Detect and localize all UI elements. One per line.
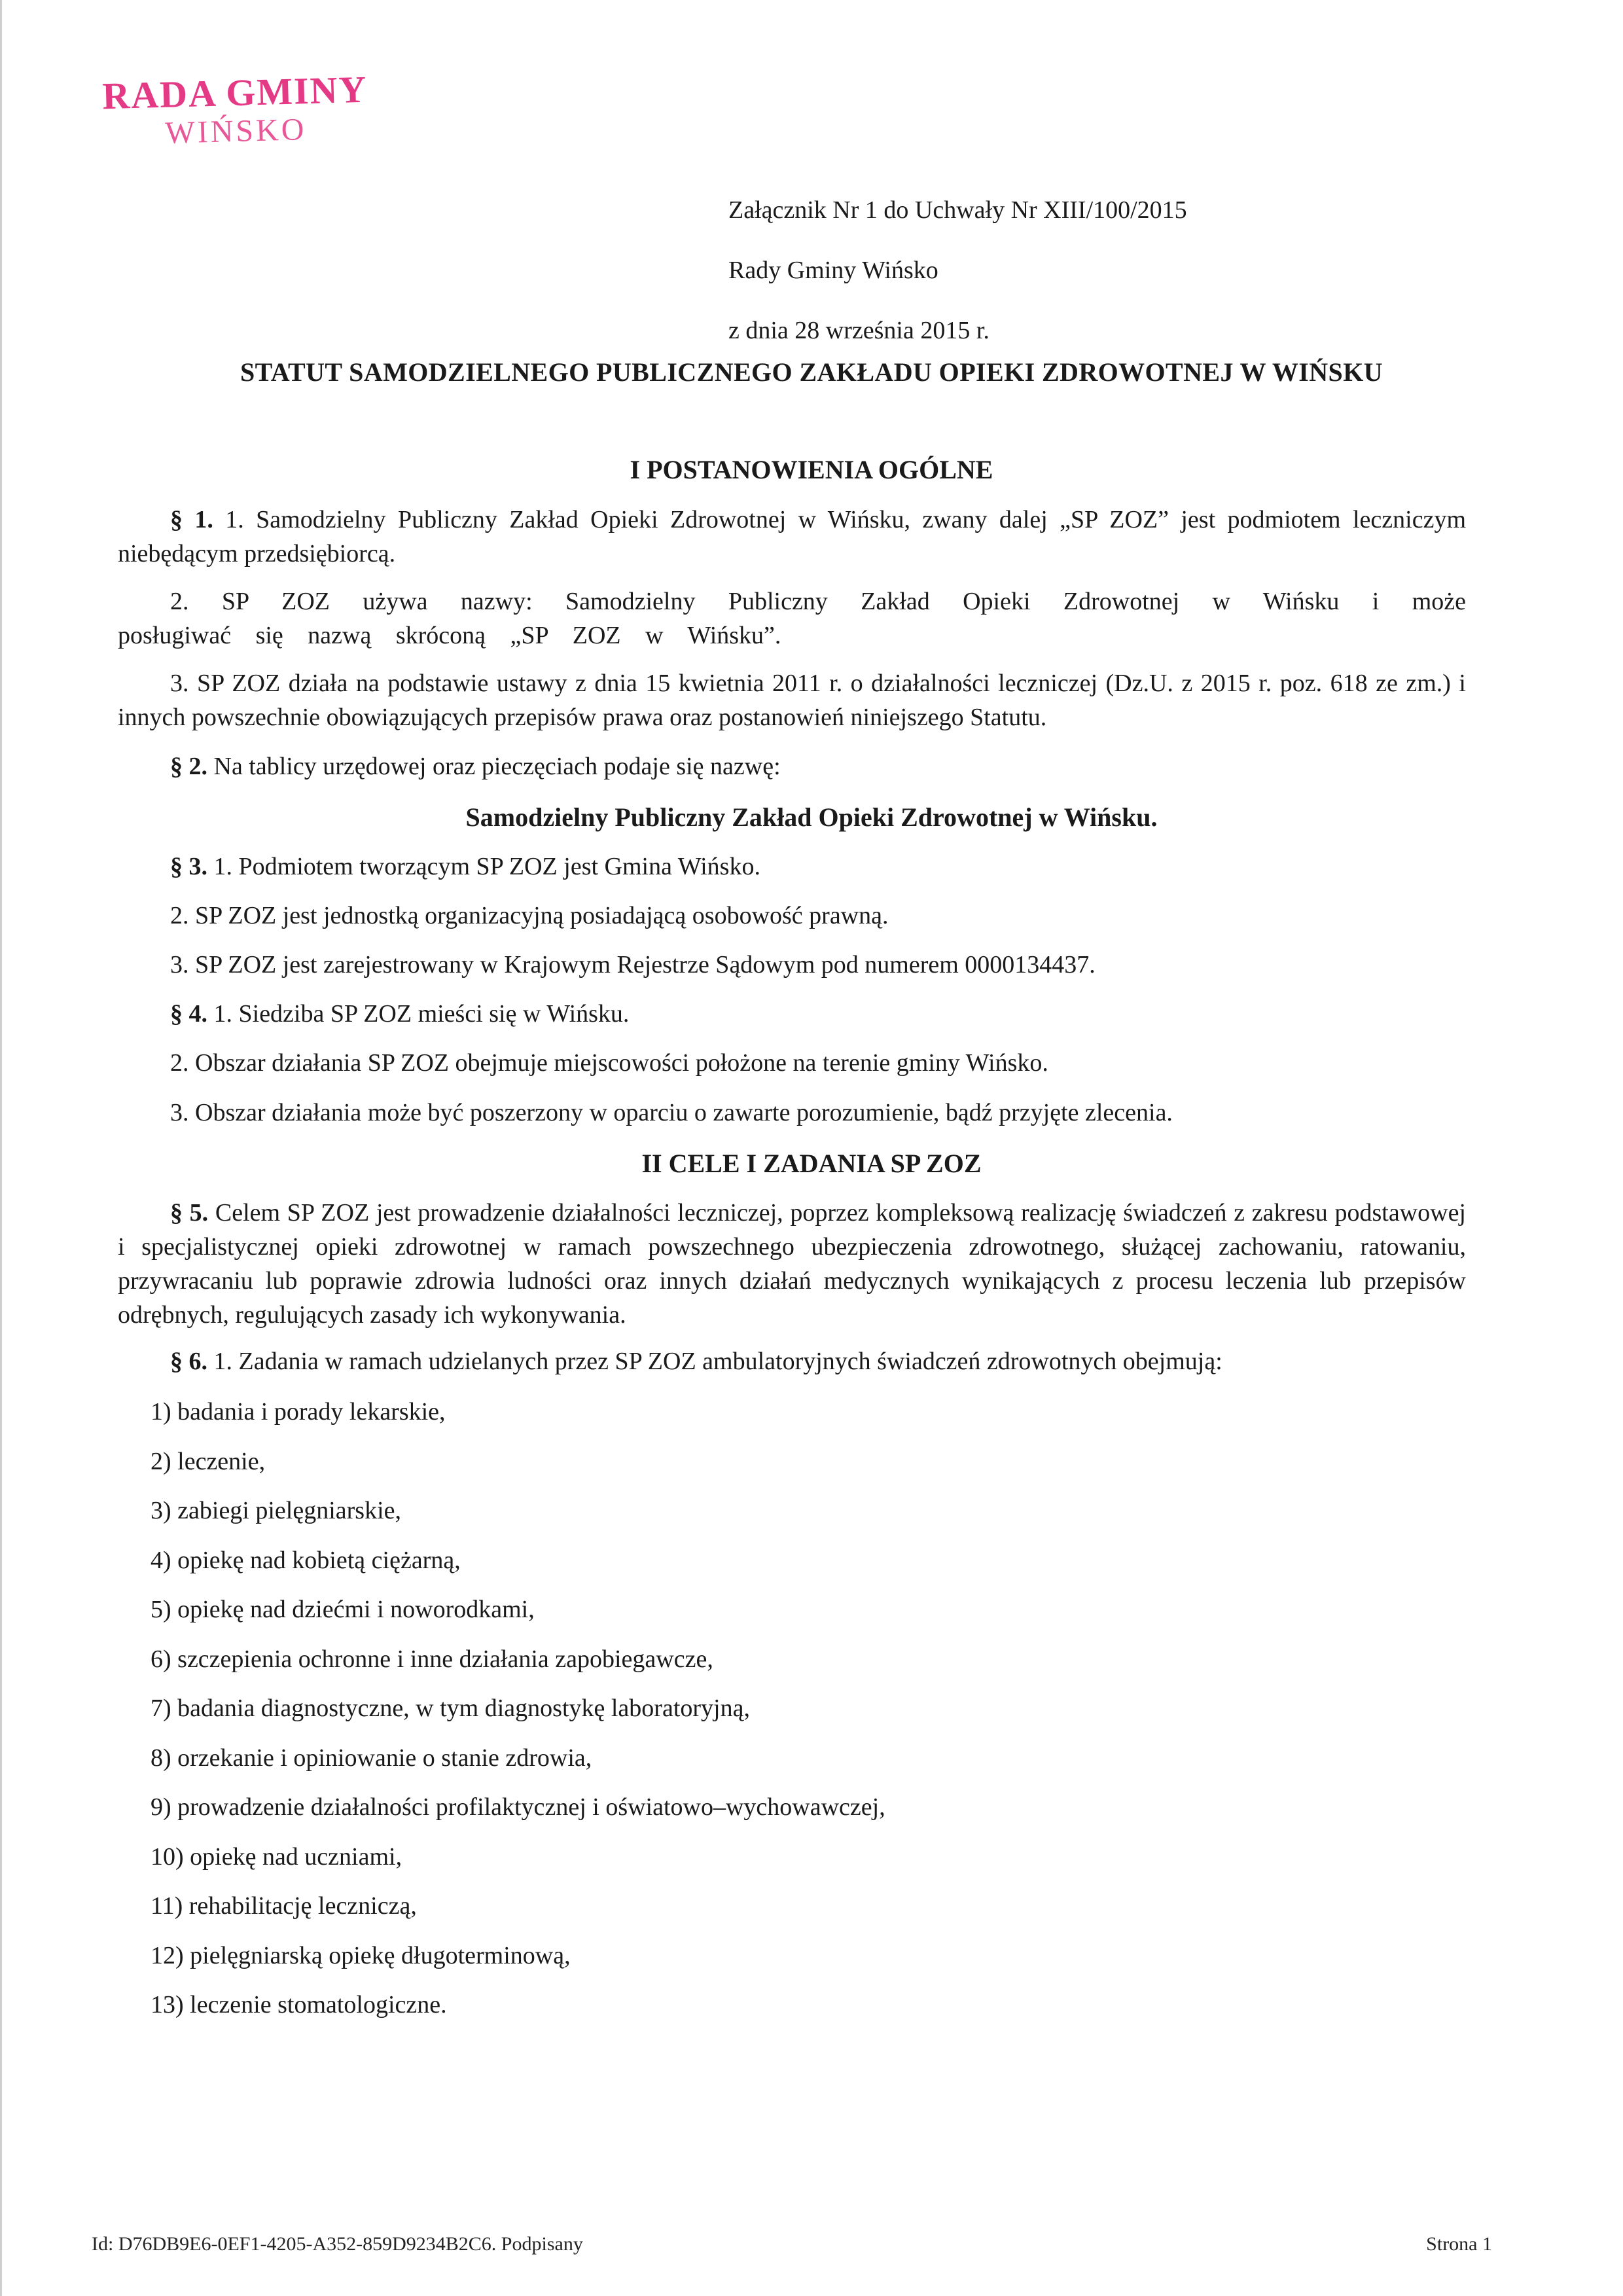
list-item: 2) leczenie, bbox=[151, 1448, 266, 1475]
document-title: STATUT SAMODZIELNEGO PUBLICZNEGO ZAKŁADU OPIEKI ZDROWOTNEJ W WIŃSKU bbox=[240, 357, 1383, 387]
paragraph-4-1 bbox=[118, 997, 1466, 1031]
list-item: 10) opiekę nad uczniami, bbox=[151, 1843, 402, 1871]
document-id: Id: D76DB9E6-0EF1-4205-A352-859D9234B2C6. Podpisany bbox=[92, 2233, 583, 2255]
paragraph-mark: § 4. bbox=[170, 1000, 207, 1028]
attachment-header bbox=[728, 190, 1187, 370]
list-item: 13) leczenie stomatologiczne. bbox=[151, 1991, 447, 2018]
list-item: 1) badania i porady lekarskie, bbox=[151, 1398, 446, 1426]
section-heading-1: I POSTANOWIENIA OGÓLNE bbox=[630, 455, 993, 484]
paragraph-text: 1. Siedziba SP ZOZ mieści się w Wińsku. bbox=[207, 1000, 630, 1028]
list-item: 9) prowadzenie działalności profilaktycznej i oświatowo–wychowawczej, bbox=[151, 1793, 885, 1821]
paragraph-4-2: 2. Obszar działania SP ZOZ obejmuje miejscowości położone na terenie gminy Wińsko. bbox=[170, 1049, 1048, 1077]
institution-name: Samodzielny Publiczny Zakład Opieki Zdrowotnej w Wińsku. bbox=[465, 802, 1158, 832]
page-number: Strona 1 bbox=[1426, 2233, 1492, 2255]
list-item: 12) pielęgniarską opiekę długoterminową, bbox=[151, 1942, 571, 1969]
paragraph-mark: § 1. bbox=[170, 506, 213, 533]
paragraph-mark: § 3. bbox=[170, 853, 207, 880]
council-stamp bbox=[97, 69, 374, 174]
paragraph-text: 1. Samodzielny Publiczny Zakład Opieki Zdrowotnej w Wińsku, zwany dalej „SP ZOZ” jest podmiotem leczniczym niebędącym przedsiębiorcą. bbox=[118, 506, 1467, 567]
paragraph-5 bbox=[118, 1196, 1466, 1332]
paragraph-1-1 bbox=[118, 503, 1466, 571]
paragraph-1-3: 3. SP ZOZ działa na podstawie ustawy z dnia 15 kwietnia 2011 r. o działalności leczniczej (Dz.U. z 2015 r. poz. 618 ze zm.) i innych powszechnie obowiązujących przepisów prawa oraz postanowień niniejszego Statutu. bbox=[118, 670, 1466, 731]
scan-edge bbox=[0, 0, 2, 2296]
list-item: 4) opiekę nad kobietą ciężarną, bbox=[151, 1547, 461, 1574]
paragraph-mark: § 2. bbox=[170, 753, 207, 780]
paragraph-mark: § 6. bbox=[170, 1348, 207, 1375]
paragraph-text: 1. Zadania w ramach udzielanych przez SP ZOZ ambulatoryjnych świadczeń zdrowotnych obejmują: bbox=[207, 1348, 1222, 1375]
list-item: 7) badania diagnostyczne, w tym diagnostykę laboratoryjną, bbox=[151, 1695, 750, 1722]
paragraph-text: Na tablicy urzędowej oraz pieczęciach podaje się nazwę: bbox=[207, 753, 781, 780]
list-item: 6) szczepienia ochronne i inne działania zapobiegawcze, bbox=[151, 1645, 713, 1673]
list-item: 5) opiekę nad dziećmi i noworodkami, bbox=[151, 1596, 535, 1623]
paragraph-text: 1. Podmiotem tworzącym SP ZOZ jest Gmina Wińsko. bbox=[207, 853, 760, 880]
paragraph-3-3: 3. SP ZOZ jest zarejestrowany w Krajowym Rejestrze Sądowym pod numerem 0000134437. bbox=[170, 951, 1096, 978]
attachment-line-2: Rady Gminy Wińsko bbox=[728, 257, 938, 284]
paragraph-4-3: 3. Obszar działania może być poszerzony w oparciu o zawarte porozumienie, bądź przyjęte zlecenia. bbox=[170, 1099, 1173, 1126]
attachment-line-3: z dnia 28 września 2015 r. bbox=[728, 317, 990, 344]
stamp-line-2: WIŃSKO bbox=[164, 112, 308, 151]
paragraph-text: Celem SP ZOZ jest prowadzenie działalności leczniczej, poprzez kompleksową realizację świadczeń z zakresu podstawowej i specjalistycznej opieki zdrowotnej w ramach powszechnego ubezpieczenia zdrowotnego, służącej zachowaniu, ratowaniu, przywracaniu lub poprawie zdrowia ludności oraz innych działań medycznych wynikających z procesu leczenia lub przepisów odrębnych, regulujących zasady ich wykonywania. bbox=[118, 1199, 1466, 1329]
paragraph-3-1 bbox=[118, 850, 1466, 884]
paragraph-2 bbox=[118, 749, 1466, 783]
stamp-line-1: RADA GMINY bbox=[101, 67, 368, 118]
paragraph-3-2: 2. SP ZOZ jest jednostką organizacyjną posiadającą osobowość prawną. bbox=[170, 902, 889, 929]
list-item: 3) zabiegi pielęgniarskie, bbox=[151, 1497, 402, 1524]
paragraph-6 bbox=[118, 1344, 1466, 1378]
list-item: 8) orzekanie i opiniowanie o stanie zdrowia, bbox=[151, 1744, 592, 1772]
paragraph-1-2: 2. SP ZOZ używa nazwy: Samodzielny Publiczny Zakład Opieki Zdrowotnej w Wińsku i może posługiwać się nazwą skróconą „SP ZOZ w Wińsku”. bbox=[118, 588, 1466, 649]
attachment-line-1: Załącznik Nr 1 do Uchwały Nr XIII/100/2015 bbox=[728, 196, 1187, 224]
section-heading-2: II CELE I ZADANIA SP ZOZ bbox=[641, 1149, 982, 1178]
list-item: 11) rehabilitację leczniczą, bbox=[151, 1892, 417, 1920]
paragraph-mark: § 5. bbox=[170, 1199, 209, 1227]
